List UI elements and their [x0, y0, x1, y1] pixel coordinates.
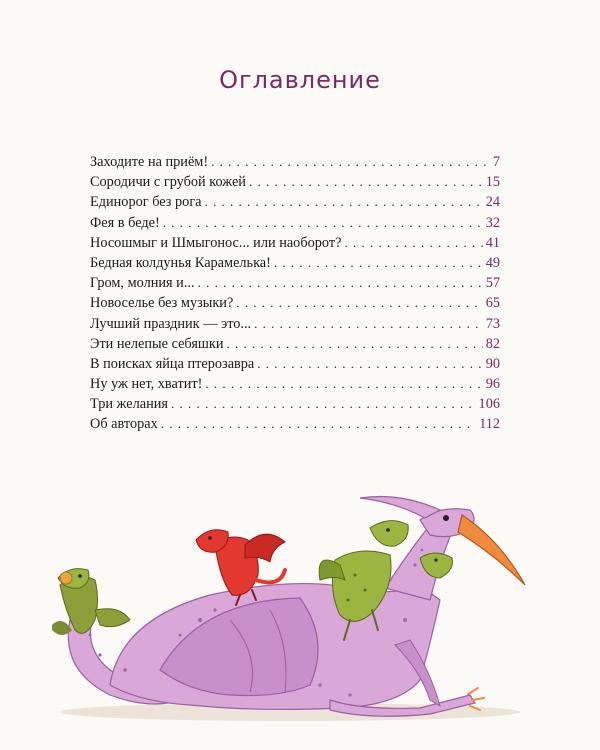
toc-entry[interactable]: [90, 334, 500, 354]
toc-leader-dots: [198, 273, 483, 293]
toc-leader-dots: [236, 293, 482, 313]
toc-leader-dots: [163, 213, 483, 233]
toc-entry-title: Об авторах: [90, 416, 158, 433]
toc-entry-page: 65: [485, 295, 500, 312]
toc-leader-dots: [254, 314, 483, 334]
pterosaur-with-dragons-icon: [0, 470, 600, 750]
toc-leader-dots: [211, 152, 490, 172]
pterosaur-crest: [360, 497, 440, 519]
toc-entry-page: 32: [485, 214, 500, 231]
toc-entry-title: Ну уж нет, хватит!: [90, 376, 203, 393]
toc-entry-page: 90: [485, 355, 500, 372]
pterosaur-beak: [458, 515, 525, 585]
toc-entry[interactable]: [90, 152, 500, 172]
toc-entry[interactable]: [90, 314, 500, 334]
toc-entry-page: 57: [485, 275, 500, 292]
toc-entry-title: Эти нелепые себяшки: [90, 335, 224, 352]
toc-entry-title: Носошмыг и Шмыгонос... или наоборот?: [90, 234, 342, 251]
toc-entry-title: Лучший праздник — это...: [90, 315, 252, 332]
toc-entry-page: 82: [485, 335, 500, 352]
toc-leader-dots: [249, 172, 483, 192]
toc-entry[interactable]: [90, 293, 500, 313]
toc-entry-page: 73: [485, 315, 500, 332]
toc-entry-title: В поисках яйца птерозавра: [90, 355, 255, 372]
toc-entry[interactable]: [90, 253, 500, 273]
toc-leader-dots: [274, 253, 483, 273]
toc-entry[interactable]: [90, 213, 500, 233]
toc-entry-title: Заходите на приём!: [90, 154, 209, 170]
toc-entry[interactable]: [90, 273, 500, 293]
toc-entry-page: 7: [492, 154, 500, 170]
toc-entry-title: Гром, молния и...: [90, 275, 195, 292]
toc-leader-dots: [227, 334, 483, 354]
toc-leader-dots: [205, 192, 483, 212]
toc-entry-page: 96: [485, 376, 500, 393]
toc-entry-title: Единорог без рога: [90, 194, 202, 211]
toc-entry-page: 106: [478, 396, 500, 413]
toc-entry-title: Сородичи с грубой кожей: [90, 174, 246, 191]
toc-entry[interactable]: [90, 374, 500, 394]
olive-dragon: [52, 569, 130, 635]
toc-entry-page: 49: [485, 254, 500, 271]
toc-entry-page: 24: [485, 194, 500, 211]
table-of-contents: [90, 152, 500, 435]
toc-entry-title: Бедная колдунья Карамелька!: [90, 254, 271, 271]
toc-entry[interactable]: [90, 172, 500, 192]
toc-entry-title: Фея в беде!: [90, 214, 160, 231]
pterosaur-eye: [443, 515, 449, 521]
toc-entry[interactable]: [90, 354, 500, 374]
toc-leader-dots: [344, 233, 482, 253]
toc-entry-page: 41: [485, 234, 500, 251]
toc-entry[interactable]: [90, 394, 500, 414]
toc-entry-title: Новоселье без музыки?: [90, 295, 234, 312]
toc-entry-page: 112: [479, 416, 500, 433]
toc-leader-dots: [171, 394, 476, 414]
toc-leader-dots: [205, 374, 482, 394]
page-title: Оглавление: [219, 66, 381, 94]
toc-entry[interactable]: [90, 414, 500, 434]
toc-entry-title: Три желания: [90, 396, 168, 413]
toc-entry[interactable]: [90, 233, 500, 253]
toc-entry[interactable]: [90, 192, 500, 212]
toc-leader-dots: [257, 354, 482, 374]
toc-leader-dots: [161, 414, 476, 434]
toc-entry-page: 15: [485, 174, 500, 191]
